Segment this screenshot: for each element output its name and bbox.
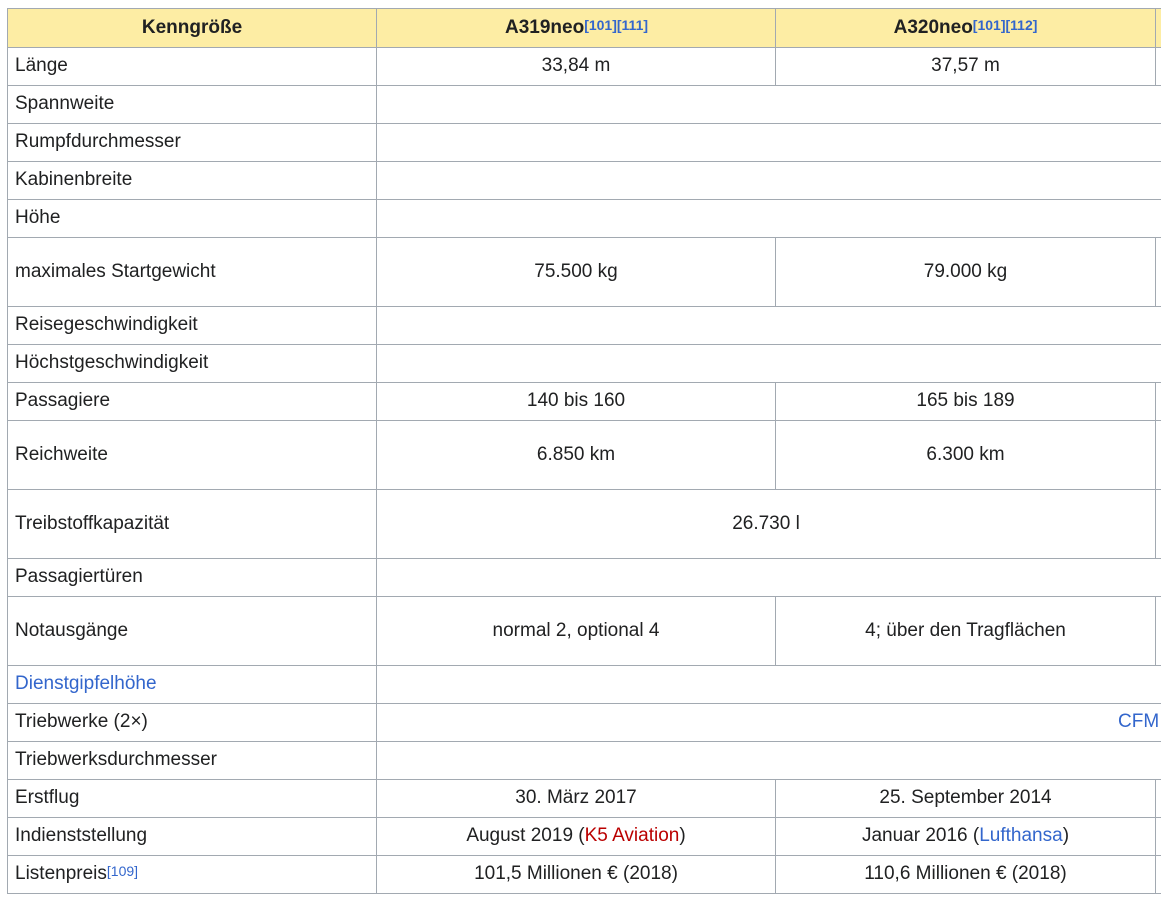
header-a320neo-text: A320neo bbox=[893, 16, 973, 38]
row-label-treibstoffkapazitaet: Treibstoffkapazität bbox=[15, 512, 170, 534]
row-label-hoehe: Höhe bbox=[15, 207, 61, 228]
row-label-spannweite: Spannweite bbox=[15, 93, 115, 114]
cell-a319-indienststellung bbox=[377, 817, 775, 855]
grid-line bbox=[7, 893, 1161, 894]
grid-line bbox=[7, 8, 8, 894]
grid-line bbox=[1155, 382, 1156, 490]
cell-a320-laenge: 37,57 m bbox=[931, 55, 1000, 76]
lufthansa-link[interactable]: Lufthansa bbox=[979, 825, 1063, 846]
cell-a319-passagiere: 140 bis 160 bbox=[526, 390, 626, 411]
cell-a320-reichweite: 6.300 km bbox=[926, 443, 1005, 465]
k5-aviation-link[interactable]: K5 Aviation bbox=[584, 825, 680, 846]
grid-line bbox=[1155, 596, 1156, 666]
grid-line bbox=[1155, 489, 1156, 559]
row-label-triebwerksdurchmesser: Triebwerksdurchmesser bbox=[15, 749, 218, 770]
row-label-kabinenbreite: Kabinenbreite bbox=[15, 169, 133, 190]
cell-both-treibstoffkapazitaet: 26.730 l bbox=[732, 512, 800, 534]
listenpreis-text: Listenpreis bbox=[15, 863, 107, 884]
grid-line bbox=[7, 8, 1161, 9]
header-a319neo: A319neo [101] [111] bbox=[504, 16, 649, 38]
row-label-indienststellung: Indienststellung bbox=[15, 825, 148, 846]
text-fragment: Januar 2016 ( bbox=[861, 825, 980, 846]
row-label-reisegeschwindigkeit: Reisegeschwindigkeit bbox=[15, 314, 198, 335]
row-label-rumpfdurchmesser: Rumpfdurchmesser bbox=[15, 131, 181, 152]
header-a320neo: A320neo [101] [112] bbox=[893, 16, 1038, 38]
header-kenngroesse-text: Kenngröße bbox=[141, 16, 243, 38]
row-label-passagiertueren: Passagiertüren bbox=[15, 566, 143, 587]
cell-a319-listenpreis: 101,5 Millionen € (2018) bbox=[474, 863, 678, 884]
row-label-startgewicht: maximales Startgewicht bbox=[15, 260, 216, 282]
row-label-triebwerke: Triebwerke (2×) bbox=[15, 711, 148, 732]
cell-a319-erstflug: 30. März 2017 bbox=[515, 787, 637, 808]
header-a319neo-text: A319neo bbox=[504, 16, 585, 38]
aircraft-spec-table bbox=[7, 8, 1161, 895]
cfm-link[interactable]: CFM bbox=[1118, 711, 1160, 732]
text-fragment: August 2019 ( bbox=[466, 825, 585, 846]
cell-a319-laenge: 33,84 m bbox=[541, 55, 611, 76]
grid-line bbox=[1155, 779, 1156, 894]
grid-line bbox=[1155, 8, 1156, 86]
cell-a320-listenpreis: 110,6 Millionen € (2018) bbox=[864, 863, 1067, 884]
cell-a320-passagiere: 165 bis 189 bbox=[916, 390, 1015, 411]
cell-a319-notausgaenge: normal 2, optional 4 bbox=[492, 619, 660, 641]
cell-a319-startgewicht: 75.500 kg bbox=[534, 260, 618, 282]
header-kenngroesse bbox=[7, 8, 377, 47]
cell-a320-notausgaenge: 4; über den Tragflächen bbox=[865, 619, 1066, 641]
grid-line bbox=[1155, 237, 1156, 307]
cell-a320-erstflug: 25. September 2014 bbox=[879, 787, 1052, 808]
row-label-listenpreis: Listenpreis [109] bbox=[15, 863, 139, 884]
cell-a320-indienststellung bbox=[776, 817, 1155, 855]
text-fragment: ) bbox=[679, 825, 686, 846]
row-label-laenge: Länge bbox=[15, 55, 68, 76]
row-label-erstflug: Erstflug bbox=[15, 787, 80, 808]
row-label-reichweite: Reichweite bbox=[15, 443, 108, 465]
cell-a320-startgewicht: 79.000 kg bbox=[923, 260, 1008, 282]
cell-a319-reichweite: 6.850 km bbox=[536, 443, 616, 465]
row-label-passagiere: Passagiere bbox=[15, 390, 111, 411]
text-fragment: ) bbox=[1062, 825, 1070, 846]
row-label-hoechstgeschwindigkeit: Höchstgeschwindigkeit bbox=[15, 352, 209, 373]
row-label-dienstgipfelhoehe-link[interactable]: Dienstgipfelhöhe bbox=[15, 673, 157, 694]
row-label-notausgaenge: Notausgänge bbox=[15, 619, 129, 641]
